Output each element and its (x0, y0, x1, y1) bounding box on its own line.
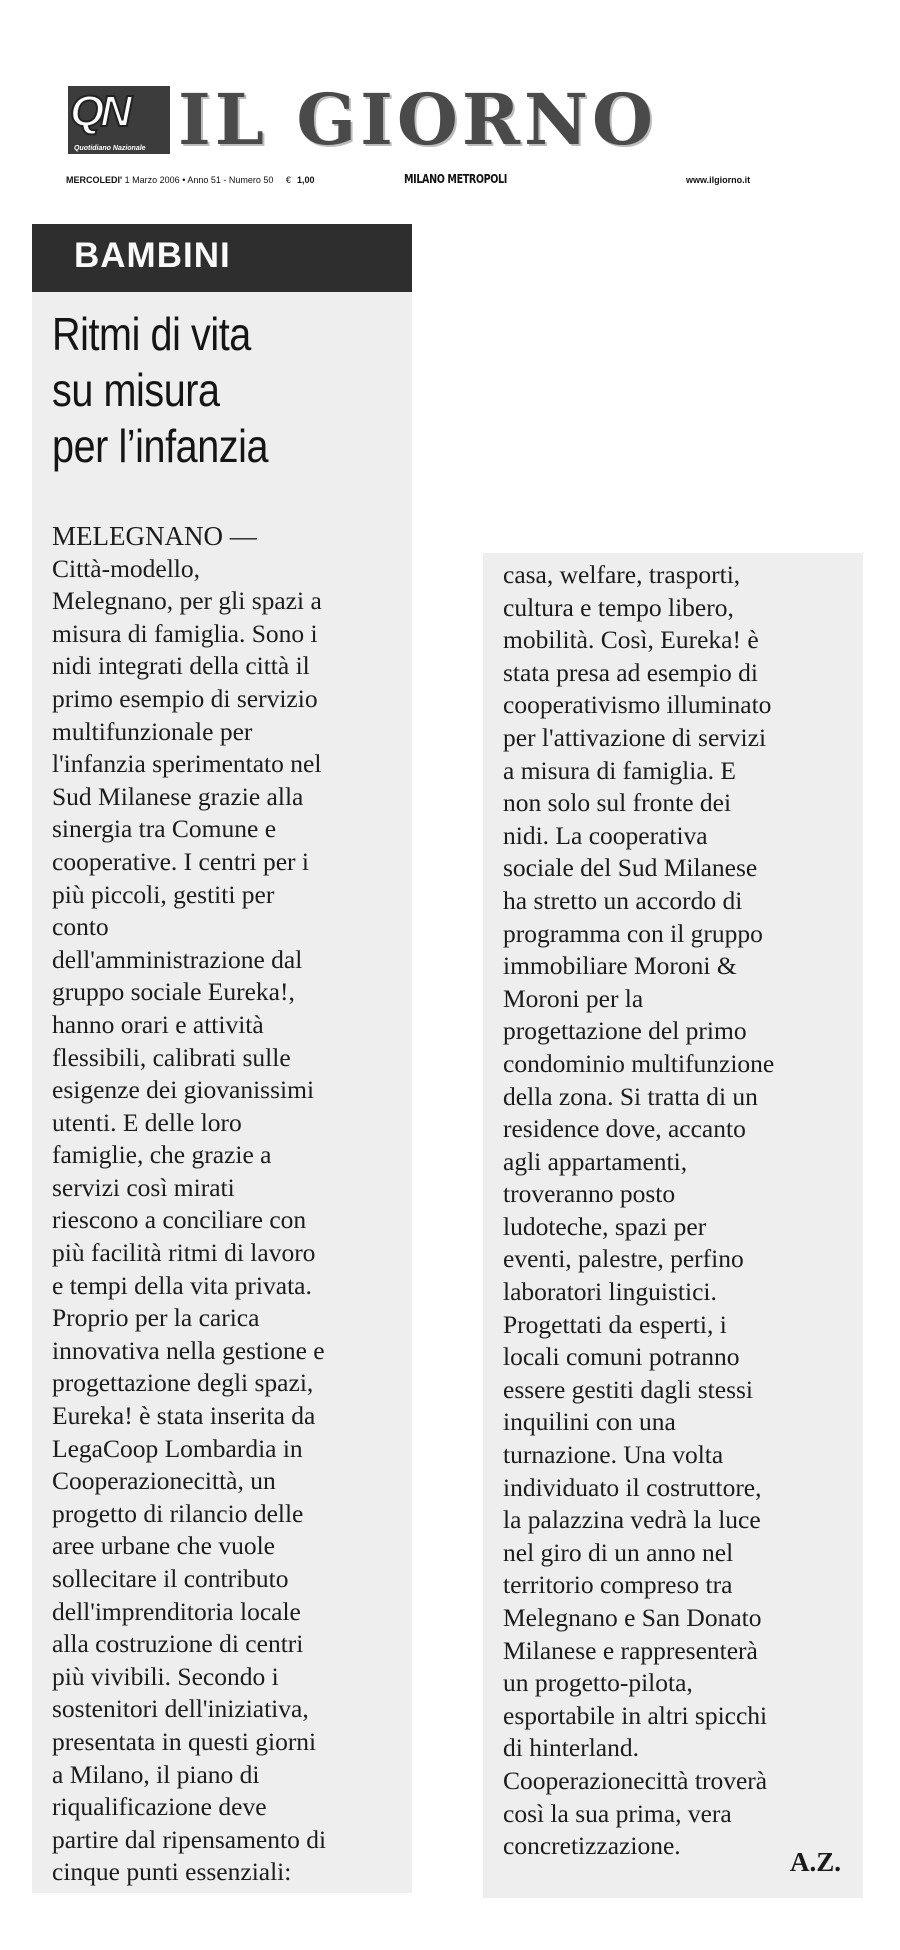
rubric-label: BAMBINI (74, 236, 231, 275)
text-line: l'infanzia sperimentato nel (52, 749, 322, 779)
text-line: misura di famiglia. Sono i (52, 618, 318, 648)
text-line: innovativa nella gestione e (52, 1335, 325, 1365)
text-line: alla costruzione di centri (52, 1629, 304, 1659)
text-line: sollecitare il contributo (52, 1564, 289, 1593)
text-line: conto (52, 912, 109, 942)
article-body-left (52, 520, 326, 1889)
text-line: territorio compreso tra (503, 1570, 733, 1600)
article-headline (52, 306, 353, 474)
dateline (66, 172, 766, 188)
text-line: essere gestiti dagli stessi (503, 1374, 753, 1404)
text-line: più facilità ritmi di lavoro (52, 1238, 316, 1268)
text-line: Cooperazionecittà, un (52, 1466, 276, 1496)
price-value: 1,00 (296, 175, 315, 185)
text-line: sinergia tra Comune e (52, 814, 277, 844)
text-line: partire dal ripensamento di (52, 1824, 327, 1854)
section-name: MILANO METROPOLI (404, 172, 507, 186)
text-line: Proprio per la carica (52, 1303, 260, 1333)
text-line: utenti. E delle loro (52, 1107, 242, 1137)
text-line: non solo sul fronte dei (503, 788, 732, 818)
text-line: progetto di rilancio delle (52, 1498, 304, 1528)
text-line: mobilità. Così, Eureka! è (503, 625, 759, 655)
text-line: Cooperazionecittà troverà (503, 1765, 768, 1795)
text-line: flessibili, calibrati sulle (52, 1042, 291, 1072)
text-line: inquilini con una (503, 1407, 676, 1437)
text-line: la palazzina vedrà la luce (503, 1505, 761, 1535)
text-line: dell'amministrazione dal (52, 944, 303, 974)
text-line: riescono a conciliare con (52, 1205, 307, 1235)
text-line: esportabile in altri spicchi (503, 1700, 768, 1730)
text-line: della zona. Si tratta di un (503, 1081, 758, 1111)
text-line: a Milano, il piano di (52, 1759, 260, 1789)
issue-info (66, 175, 314, 185)
text-line: concretizzazione. (503, 1831, 681, 1861)
text-line: nidi. La cooperativa (503, 820, 708, 850)
rubric-banner (32, 224, 412, 292)
text-line: eventi, palestre, perfino (503, 1244, 744, 1274)
text-line: aree urbane che vuole (52, 1531, 275, 1561)
qn-logo-subtitle: Quotidiano Nazionale (74, 145, 146, 152)
text-line: Eureka! è stata inserita da (52, 1401, 316, 1431)
text-line: per l'attivazione di servizi (503, 722, 767, 752)
text-line: ludoteche, spazi per (503, 1211, 707, 1241)
text-line: locali comuni potranno (503, 1342, 740, 1372)
text-line: cooperative. I centri per i (52, 846, 309, 876)
author-signature: A.Z. (789, 1847, 841, 1877)
date-issue: 1 Marzo 2006 • Anno 51 - Numero 50 (124, 175, 274, 185)
article-left-column (32, 224, 412, 1893)
text-line: Città-modello, (52, 553, 201, 583)
text-line: nidi integrati della città il (52, 651, 310, 681)
headline-line: per l’infanzia (52, 420, 269, 472)
text-line: troveranno posto (503, 1179, 676, 1209)
text-line: così la sua prima, vera (503, 1798, 732, 1828)
text-line: condominio multifunzione (503, 1048, 775, 1078)
text-line: e tempi della vita privata. (52, 1270, 312, 1300)
text-line: Melegnano e San Donato (503, 1603, 762, 1632)
text-line: stata presa ad esempio di (503, 657, 758, 687)
text-line: ha stretto un accordo di (503, 885, 743, 915)
qn-logo-letters: QN (70, 87, 128, 136)
text-line: casa, welfare, trasporti, (503, 560, 741, 589)
text-line: a misura di famiglia. E (503, 755, 736, 785)
text-line: esigenze dei giovanissimi (52, 1075, 315, 1105)
text-line: programma con il gruppo (503, 918, 763, 948)
text-line: cinque punti essenziali: (52, 1857, 292, 1887)
article-body-right (503, 559, 774, 1863)
text-line: sociale del Sud Milanese (503, 853, 758, 883)
text-line: più vivibili. Secondo i (52, 1661, 279, 1691)
text-line: Melegnano, per gli spazi a (52, 586, 322, 616)
text-line: MELEGNANO — (52, 521, 257, 551)
headline-line: su misura (52, 364, 220, 416)
text-line: laboratori linguistici. (503, 1277, 717, 1307)
text-line: progettazione degli spazi, (52, 1368, 314, 1398)
text-line: multifunzionale per (52, 716, 253, 746)
text-line: riqualificazione deve (52, 1792, 267, 1822)
text-line: Sud Milanese grazie alla (52, 781, 304, 811)
masthead (68, 78, 768, 161)
text-line: Progettati da esperti, i (503, 1309, 727, 1339)
text-line: nel giro di un anno nel (503, 1537, 734, 1567)
text-line: gruppo sociale Eureka!, (52, 977, 295, 1007)
newspaper-title: IL GIORNO (178, 78, 657, 161)
text-line: hanno orari e attività (52, 1009, 264, 1039)
text-line: immobiliare Moroni & (503, 951, 737, 981)
text-line: primo esempio di servizio (52, 683, 318, 713)
text-line: di hinterland. (503, 1733, 639, 1763)
text-line: dell'imprenditoria locale (52, 1596, 301, 1626)
website-link[interactable]: www.ilgiorno.it (686, 175, 751, 185)
text-line: turnazione. Una volta (503, 1440, 724, 1470)
text-line: individuato il costruttore, (503, 1472, 762, 1502)
article-right-column (483, 553, 863, 1898)
text-line: Moroni per la (503, 983, 644, 1013)
text-line: sostenitori dell'iniziativa, (52, 1694, 309, 1724)
text-line: progettazione del primo (503, 1016, 747, 1046)
text-line: agli appartamenti, (503, 1146, 688, 1176)
text-line: cultura e tempo libero, (503, 592, 734, 622)
text-line: servizi così mirati (52, 1172, 235, 1202)
headline-line: Ritmi di vita (52, 308, 251, 360)
text-line: LegaCoop Lombardia in (52, 1433, 303, 1463)
qn-logo (68, 86, 170, 154)
text-line: Milanese e rappresenterà (503, 1635, 758, 1665)
price (286, 175, 315, 185)
text-line: più piccoli, gestiti per (52, 879, 275, 909)
text-line: residence dove, accanto (503, 1114, 746, 1144)
text-line: famiglie, che grazie a (52, 1140, 272, 1170)
text-line: presentata in questi giorni (52, 1726, 317, 1756)
text-line: un progetto-pilota, (503, 1668, 693, 1698)
currency-symbol: € (285, 175, 291, 185)
text-line: cooperativismo illuminato (503, 690, 772, 720)
weekday: MERCOLEDI' (66, 175, 123, 185)
